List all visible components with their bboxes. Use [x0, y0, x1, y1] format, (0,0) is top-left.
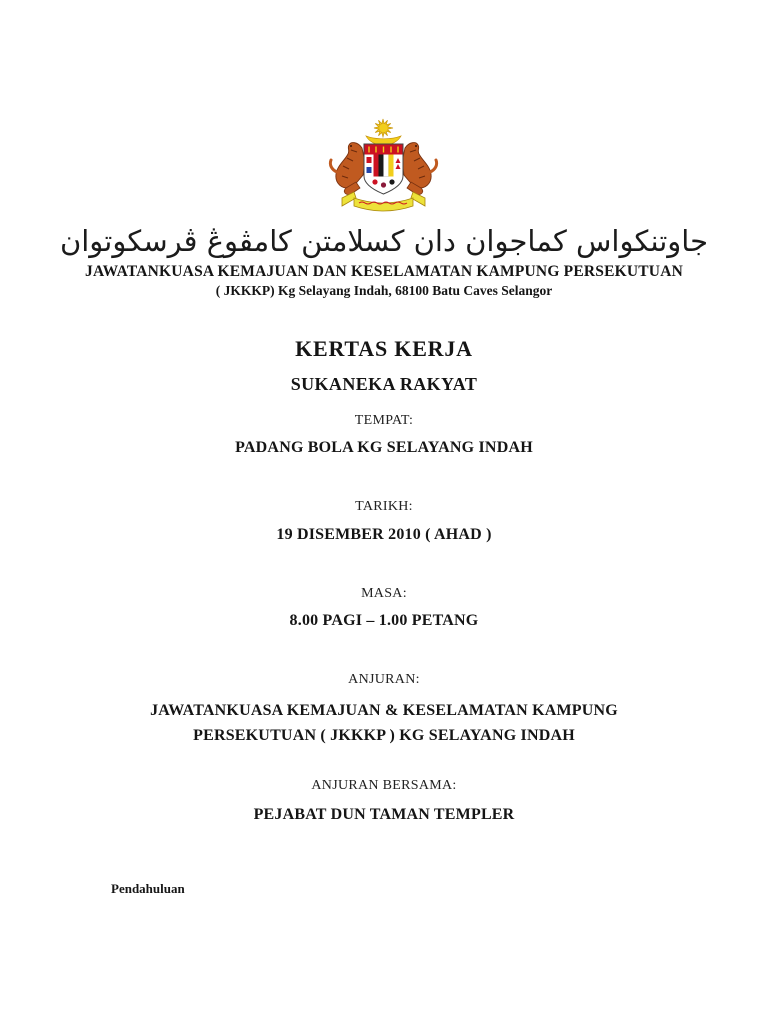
- malaysia-coat-of-arms-icon: [324, 116, 444, 218]
- coat-of-arms-svg: [324, 116, 444, 218]
- document-subtitle: SUKANEKA RAKYAT: [290, 374, 478, 394]
- masa-value: 8.00 PAGI – 1.00 PETANG: [289, 612, 479, 629]
- tiger-left: [330, 143, 365, 195]
- jawi-title: جاوتنكواس كماجوان دان كسلامتن كامڤوڠ ڤرسكوتوان: [59, 224, 709, 258]
- anjuran-label: ANJURAN:: [348, 672, 420, 687]
- anjuran-bersama-value: PEJABAT DUN TAMAN TEMPLER: [253, 806, 515, 823]
- organization-name: JAWATANKUASA KEMAJUAN DAN KESELAMATAN KAMPUNG PERSEKUTUAN: [85, 263, 683, 280]
- tempat-label: TEMPAT:: [354, 413, 414, 428]
- document-title: KERTAS KERJA: [295, 336, 473, 361]
- anjuran-bersama-label: ANJURAN BERSAMA:: [311, 778, 457, 793]
- anjuran-value: JAWATANKUASA KEMAJUAN & KESELAMATAN KAMPUNG PERSEKUTUAN ( JKKKP ) KG SELAYANG INDAH: [150, 702, 623, 744]
- tempat-value: PADANG BOLA KG SELAYANG INDAH: [235, 439, 533, 456]
- tiger-right: [402, 143, 437, 195]
- organization-address: ( JKKKP) Kg Selayang Indah, 68100 Batu Caves Selangor: [215, 283, 553, 298]
- tarikh-value: 19 DISEMBER 2010 ( AHAD ): [276, 526, 492, 543]
- shield: [364, 144, 403, 194]
- pendahuluan-heading: Pendahuluan: [111, 881, 185, 896]
- tarikh-label: TARIKH:: [355, 499, 413, 514]
- masa-label: MASA:: [361, 586, 407, 601]
- motto-banner: [342, 192, 425, 211]
